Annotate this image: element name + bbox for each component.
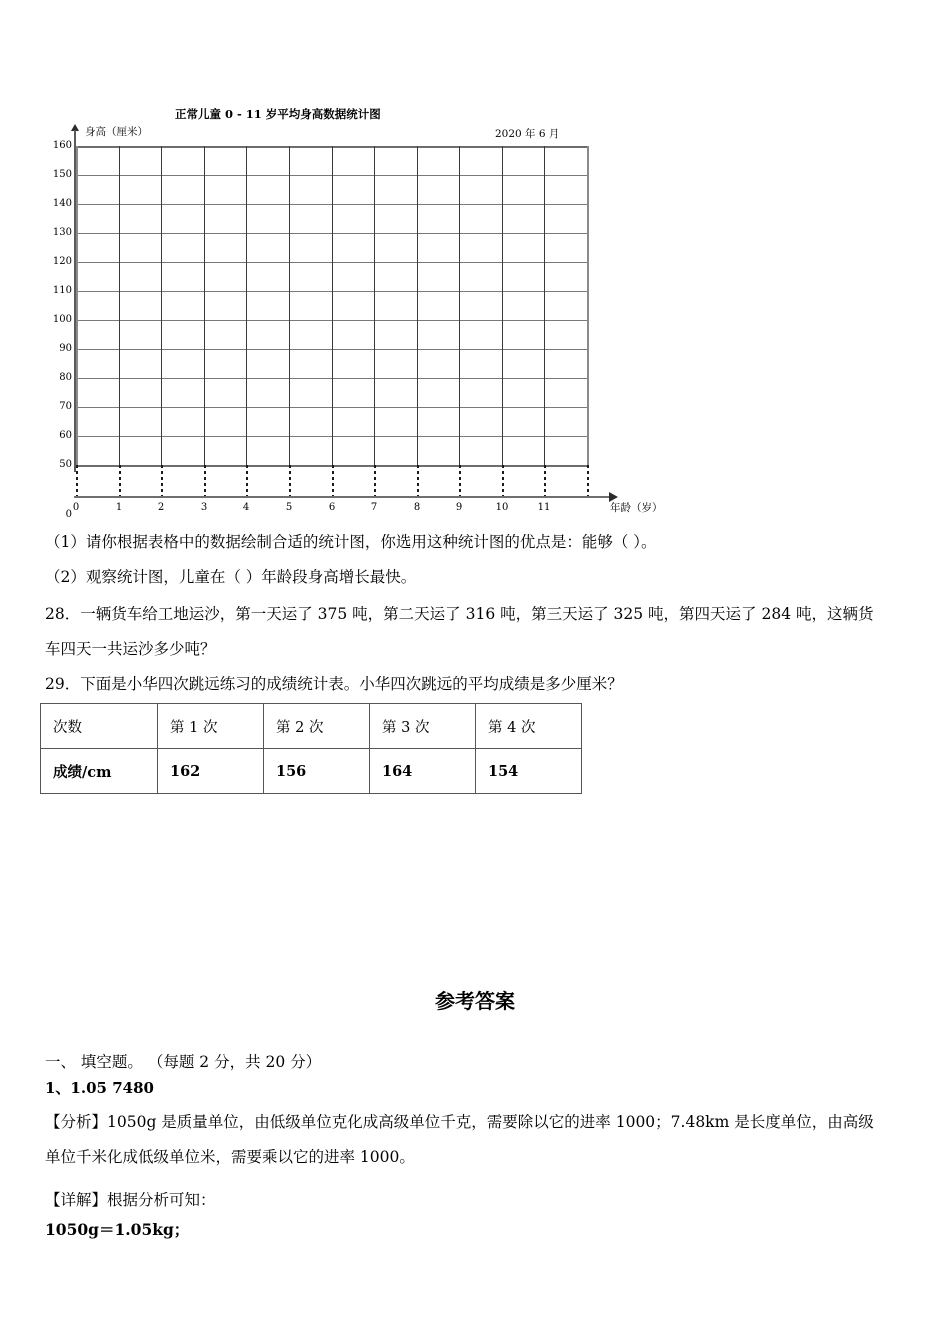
x-axis-tick-label: 4 (242, 502, 250, 513)
answer-section-1-heading: 一、 填空题。 （每题 2 分，共 20 分） (45, 1053, 322, 1071)
question-28-line-1: 28．一辆货车给工地运沙，第一天运了 375 吨，第二天运了 316 吨，第三天运了 325 吨，第四天运了 284 吨，这辆货 (45, 605, 874, 623)
table-cell: 156 (264, 749, 370, 794)
table-cell: 154 (476, 749, 582, 794)
table-header-cell: 第 1 次 (158, 704, 264, 749)
x-axis-tick-label: 6 (328, 502, 336, 513)
axis-break-dotted-line (332, 465, 334, 496)
table-header-cell: 第 4 次 (476, 704, 582, 749)
y-axis-tick-label: 100 (52, 314, 72, 325)
table-row (41, 749, 582, 794)
y-axis-break (76, 465, 587, 496)
axis-break-dotted-line (119, 465, 121, 496)
axis-break-dotted-line (459, 465, 461, 496)
grid-line-vertical (289, 146, 290, 465)
y-axis-tick-label: 110 (52, 285, 72, 296)
chart-title: 正常儿童 0 - 11 岁平均身高数据统计图 (175, 107, 381, 121)
chart-grid (76, 146, 587, 465)
axis-break-dotted-line (417, 465, 419, 496)
y-axis-label: 身高（厘米） (85, 126, 148, 138)
axis-break-dotted-line (76, 465, 78, 496)
x-axis-tick-label: 9 (455, 502, 463, 513)
y-axis-tick-label: 150 (52, 169, 72, 180)
grid-line-vertical (332, 146, 333, 465)
x-axis-tick-label: 3 (200, 502, 208, 513)
y-axis-ticks (45, 140, 72, 520)
table-header-cell: 第 2 次 (264, 704, 370, 749)
axis-break-dotted-line (544, 465, 546, 496)
y-axis-tick-label: 130 (52, 227, 72, 238)
axis-break-dotted-line (161, 465, 163, 496)
question-27-sub1: （1）请你根据表格中的数据绘制合适的统计图，你选用这种统计图的优点是：能够（ ）。 (45, 533, 657, 551)
axis-break-dotted-line (289, 465, 291, 496)
axis-break-dotted-line (204, 465, 206, 496)
y-axis-tick-label: 160 (52, 140, 72, 151)
y-axis-tick-label: 90 (59, 343, 72, 354)
y-axis-tick-label: 60 (59, 430, 72, 441)
x-axis-tick-label: 5 (285, 502, 293, 513)
x-axis-tick-label: 2 (157, 502, 165, 513)
axis-break-dotted-line (246, 465, 248, 496)
question-27-sub2: （2）观察统计图，儿童在（ ）年龄段身高增长最快。 (45, 568, 417, 586)
x-axis-tick-label: 7 (370, 502, 378, 513)
grid-line-vertical (76, 146, 78, 465)
question-28-line-2: 车四天一共运沙多少吨？ (45, 640, 216, 658)
grid-line-vertical (459, 146, 460, 465)
answer-detail-line-1: 【详解】根据分析可知： (45, 1191, 216, 1209)
chart-date-label: 2020 年 6 月 (495, 128, 560, 140)
answer-key-heading: 参考答案 (435, 989, 515, 1013)
table-row-label: 成绩/cm (41, 749, 158, 794)
grid-line-vertical (587, 146, 589, 465)
answer-analysis-line-1: 【分析】1050g 是质量单位，由低级单位克化成高级单位千克，需要除以它的进率 1000；7.48km 是长度单位，由高级 (45, 1113, 874, 1131)
y-axis-tick-label: 0 (65, 509, 72, 520)
table-cell: 164 (370, 749, 476, 794)
grid-line-vertical (246, 146, 247, 465)
answer-item-1: 1、1.05 7480 (45, 1079, 154, 1097)
grid-line-vertical (374, 146, 375, 465)
table-row (41, 704, 582, 749)
grid-line-vertical (204, 146, 205, 465)
grid-line-vertical (502, 146, 503, 465)
x-axis-line (74, 496, 610, 498)
x-axis-tick-label: 10 (495, 502, 509, 513)
grid-line-vertical (544, 146, 545, 465)
x-axis-label: 年龄（岁） (610, 502, 663, 514)
table-header-cell: 第 3 次 (370, 704, 476, 749)
x-axis-tick-label: 8 (413, 502, 421, 513)
y-axis-tick-label: 50 (59, 459, 72, 470)
y-axis-tick-label: 140 (52, 198, 72, 209)
x-axis-tick-label: 0 (72, 502, 80, 513)
axis-break-dotted-line (587, 465, 589, 496)
axis-break-dotted-line (502, 465, 504, 496)
y-axis-tick-label: 120 (52, 256, 72, 267)
x-axis-tick-label: 1 (115, 502, 123, 513)
question-29: 29．下面是小华四次跳远练习的成绩统计表。小华四次跳远的平均成绩是多少厘米？ (45, 675, 623, 693)
table-header-cell: 次数 (41, 704, 158, 749)
grid-line-vertical (417, 146, 418, 465)
height-statistics-chart (45, 100, 663, 520)
answer-detail-line-2: 1050g＝1.05kg； (45, 1220, 190, 1239)
y-axis-tick-label: 70 (59, 401, 72, 412)
grid-line-vertical (161, 146, 162, 465)
long-jump-score-table (40, 703, 582, 794)
answer-analysis-line-2: 单位千米化成低级单位米，需要乘以它的进率 1000。 (45, 1148, 415, 1166)
y-axis-tick-label: 80 (59, 372, 72, 383)
x-axis-tick-label: 11 (537, 502, 551, 513)
axis-break-dotted-line (374, 465, 376, 496)
table-cell: 162 (158, 749, 264, 794)
grid-line-vertical (119, 146, 120, 465)
